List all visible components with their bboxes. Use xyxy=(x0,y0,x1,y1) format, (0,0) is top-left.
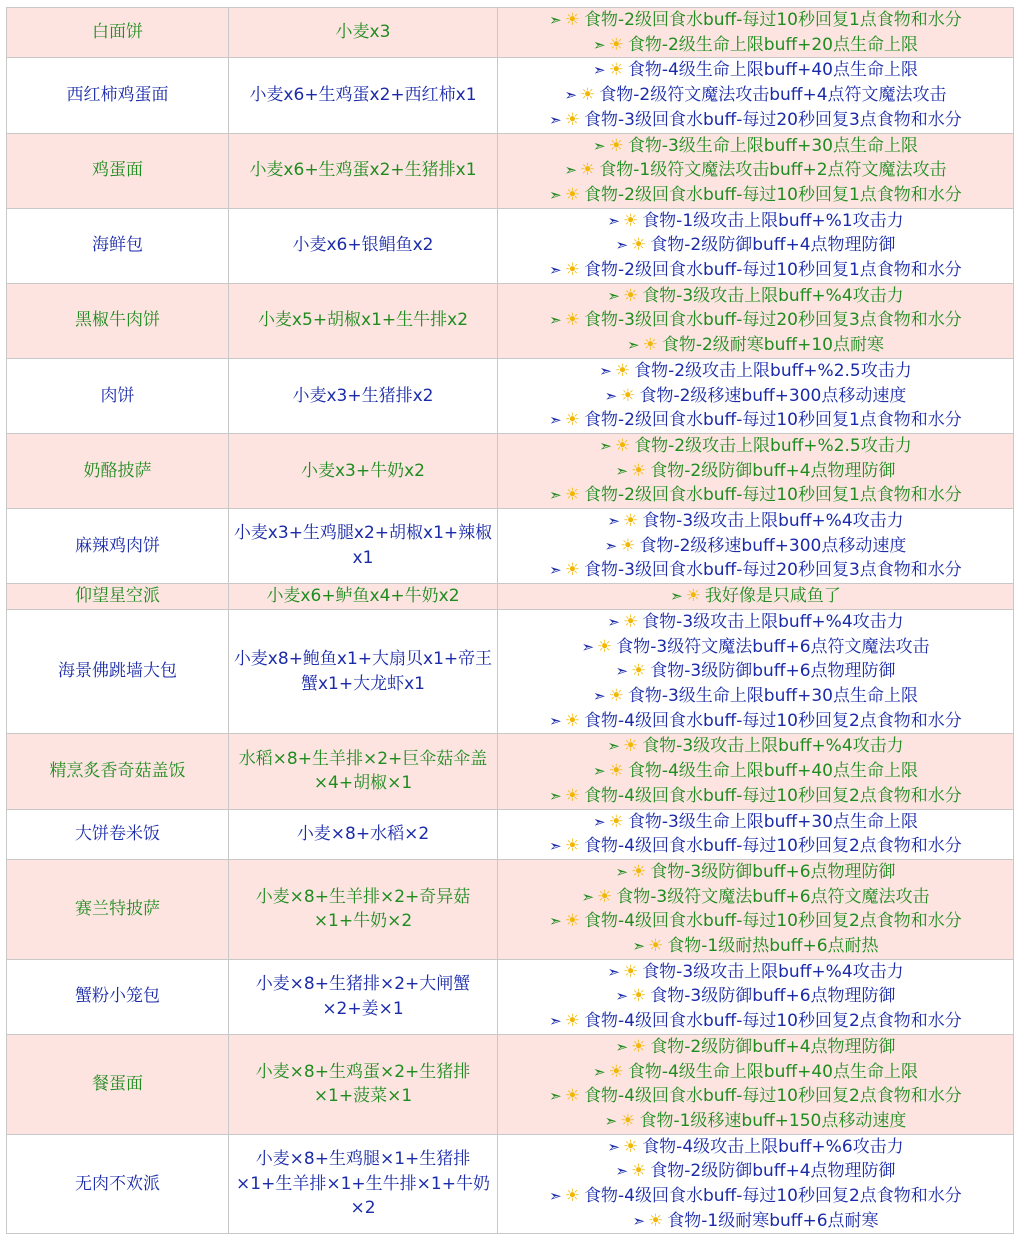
arrow-icon: ➣ xyxy=(670,587,683,606)
recipe-ingredients: 小麦x3+牛奶x2 xyxy=(229,433,498,508)
effect-text: 食物-3级回食水buff-每过20秒回复3点食物和水分 xyxy=(584,560,962,581)
recipe-table-body xyxy=(7,8,1014,1234)
effect-line xyxy=(500,909,1011,934)
recipe-name: 鸡蛋面 xyxy=(7,133,229,208)
effect-text: 食物-2级防御buff+4点物理防御 xyxy=(650,460,896,481)
effect-text: 食物-3级攻击上限buff+%4攻击力 xyxy=(642,285,904,306)
effect-line xyxy=(500,384,1011,409)
effect-text: 食物-4级回食水buff-每过10秒回复2点食物和水分 xyxy=(584,785,962,806)
effect-text: 食物-1级攻击上限buff+%1攻击力 xyxy=(642,210,904,231)
effect-text: 食物-3级防御buff+6点物理防御 xyxy=(650,861,896,882)
effect-text: 食物-3级回食水buff-每过20秒回复3点食物和水分 xyxy=(584,109,962,130)
effect-text: 食物-4级攻击上限buff+%6攻击力 xyxy=(642,1136,904,1157)
effect-line xyxy=(500,1035,1011,1060)
effect-line xyxy=(500,759,1011,784)
arrow-icon: ➣ xyxy=(599,436,612,455)
arrow-icon: ➣ xyxy=(607,286,620,305)
sun-icon: ☀ xyxy=(608,60,624,81)
effect-line xyxy=(500,434,1011,459)
effect-text: 食物-4级回食水buff-每过10秒回复2点食物和水分 xyxy=(584,1086,962,1107)
recipe-effects xyxy=(498,283,1014,358)
sun-icon: ☀ xyxy=(622,736,639,757)
effect-text: 食物-2级移速buff+300点移动速度 xyxy=(639,385,907,406)
arrow-icon: ➣ xyxy=(615,987,629,1006)
sun-icon: ☀ xyxy=(631,986,647,1007)
arrow-icon: ➣ xyxy=(549,486,562,505)
arrow-icon: ➣ xyxy=(581,887,595,906)
effect-line xyxy=(500,784,1011,809)
effect-text: 食物-2级防御buff+4点物理防御 xyxy=(650,1036,896,1057)
effect-text: 食物-1级耐寒buff+6点耐寒 xyxy=(667,1210,879,1231)
recipe-name: 大饼卷米饭 xyxy=(7,809,229,859)
sun-icon: ☀ xyxy=(564,1186,580,1207)
effect-text: 食物-3级生命上限buff+30点生命上限 xyxy=(627,811,918,832)
effect-line xyxy=(500,635,1011,660)
arrow-icon: ➣ xyxy=(607,962,620,981)
effect-line xyxy=(500,459,1011,484)
sun-icon: ☀ xyxy=(631,861,647,882)
recipe-effects xyxy=(498,859,1014,959)
sun-icon: ☀ xyxy=(564,10,580,30)
effect-line xyxy=(500,33,1011,58)
effect-text: 食物-2级攻击上限buff+%2.5攻击力 xyxy=(634,360,912,381)
sun-icon: ☀ xyxy=(608,1061,624,1082)
effect-line xyxy=(500,359,1011,384)
effect-text: 食物-2级防御buff+4点物理防御 xyxy=(650,235,896,256)
effect-line xyxy=(500,834,1011,859)
arrow-icon: ➣ xyxy=(632,937,646,956)
arrow-icon: ➣ xyxy=(581,637,595,656)
recipe-row xyxy=(7,8,1014,58)
effect-line xyxy=(500,960,1011,985)
recipe-ingredients: 小麦x6+鲈鱼x4+牛奶x2 xyxy=(229,584,498,610)
recipe-effects xyxy=(498,584,1014,610)
arrow-icon: ➣ xyxy=(615,862,629,881)
recipe-ingredients: 小麦x6+生鸡蛋x2+生猪排x1 xyxy=(229,133,498,208)
recipe-effects xyxy=(498,959,1014,1034)
effect-text: 食物-2级生命上限buff+20点生命上限 xyxy=(627,34,918,55)
effect-text: 食物-2级回食水buff-每过10秒回复1点食物和水分 xyxy=(584,10,962,30)
sun-icon: ☀ xyxy=(631,661,647,682)
arrow-icon: ➣ xyxy=(549,1187,562,1206)
arrow-icon: ➣ xyxy=(549,912,562,931)
effect-text: 食物-4级生命上限buff+40点生命上限 xyxy=(627,1061,918,1082)
recipe-name: 仰望星空派 xyxy=(7,584,229,610)
effect-text: 食物-4级生命上限buff+40点生命上限 xyxy=(627,60,918,81)
recipe-ingredients: 小麦x3+生鸡腿x2+胡椒x1+辣椒x1 xyxy=(229,509,498,584)
arrow-icon: ➣ xyxy=(549,11,562,29)
arrow-icon: ➣ xyxy=(549,185,562,204)
sun-icon: ☀ xyxy=(622,210,639,231)
recipe-effects xyxy=(498,609,1014,734)
recipe-row xyxy=(7,433,1014,508)
recipe-name: 餐蛋面 xyxy=(7,1034,229,1134)
effect-text: 食物-2级攻击上限buff+%2.5攻击力 xyxy=(634,435,912,456)
arrow-icon: ➣ xyxy=(593,136,606,155)
arrow-icon: ➣ xyxy=(593,812,606,831)
effect-line xyxy=(500,810,1011,835)
effect-text: 食物-2级防御buff+4点物理防御 xyxy=(650,1161,896,1182)
sun-icon: ☀ xyxy=(564,1086,580,1107)
effect-line xyxy=(500,534,1011,559)
sun-icon: ☀ xyxy=(580,160,596,181)
effect-text: 食物-3级攻击上限buff+%4攻击力 xyxy=(642,961,904,982)
arrow-icon: ➣ xyxy=(615,1037,629,1056)
sun-icon: ☀ xyxy=(642,335,658,356)
effect-line xyxy=(500,1009,1011,1034)
recipe-effects xyxy=(498,433,1014,508)
effect-line xyxy=(500,1209,1011,1234)
effect-text: 食物-4级回食水buff-每过10秒回复2点食物和水分 xyxy=(584,911,962,932)
effect-text: 食物-2级移速buff+300点移动速度 xyxy=(639,535,907,556)
recipe-ingredients: 小麦×8+生猪排×2+大闸蟹×2+姜×1 xyxy=(229,959,498,1034)
arrow-icon: ➣ xyxy=(549,711,562,730)
effect-text: 食物-2级符文魔法攻击buff+4点符文魔法攻击 xyxy=(599,85,947,106)
arrow-icon: ➣ xyxy=(615,1162,629,1181)
sun-icon: ☀ xyxy=(648,936,664,957)
sun-icon: ☀ xyxy=(564,184,580,205)
recipe-row xyxy=(7,584,1014,610)
arrow-icon: ➣ xyxy=(604,536,618,555)
recipe-effects xyxy=(498,133,1014,208)
sun-icon: ☀ xyxy=(564,560,580,581)
recipe-table xyxy=(6,7,1014,1234)
arrow-icon: ➣ xyxy=(593,686,606,705)
arrow-icon: ➣ xyxy=(593,1062,606,1081)
effect-text: 食物-3级符文魔法buff+6点符文魔法攻击 xyxy=(616,636,930,657)
effect-line xyxy=(500,134,1011,159)
recipe-ingredients: 小麦x6+生鸡蛋x2+西红柿x1 xyxy=(229,58,498,133)
recipe-effects xyxy=(498,809,1014,859)
arrow-icon: ➣ xyxy=(564,161,578,180)
arrow-icon: ➣ xyxy=(607,512,620,531)
effect-text: 食物-2级回食水buff-每过10秒回复1点食物和水分 xyxy=(584,184,962,205)
sun-icon: ☀ xyxy=(564,836,580,857)
recipe-name: 西红柿鸡蛋面 xyxy=(7,58,229,133)
effect-text: 食物-3级生命上限buff+30点生命上限 xyxy=(627,135,918,156)
sun-icon: ☀ xyxy=(608,811,624,832)
arrow-icon: ➣ xyxy=(549,1087,562,1106)
sun-icon: ☀ xyxy=(620,535,636,556)
effect-text: 食物-3级攻击上限buff+%4攻击力 xyxy=(642,611,904,632)
effect-line xyxy=(500,1135,1011,1160)
sun-icon: ☀ xyxy=(564,710,580,731)
recipe-effects xyxy=(498,58,1014,133)
effect-text: 食物-1级符文魔法攻击buff+2点符文魔法攻击 xyxy=(599,160,947,181)
arrow-icon: ➣ xyxy=(615,236,629,255)
effect-text: 食物-3级攻击上限buff+%4攻击力 xyxy=(642,736,904,757)
recipe-name: 无肉不欢派 xyxy=(7,1134,229,1234)
recipe-row xyxy=(7,358,1014,433)
arrow-icon: ➣ xyxy=(607,737,620,756)
recipe-ingredients: 水稻×8+生羊排×2+巨伞菇伞盖×4+胡椒×1 xyxy=(229,734,498,809)
effect-text: 食物-2级耐寒buff+10点耐寒 xyxy=(661,335,884,356)
arrow-icon: ➣ xyxy=(549,311,562,330)
sun-icon: ☀ xyxy=(614,360,631,381)
effect-line xyxy=(500,584,1011,609)
effect-text: 食物-3级符文魔法buff+6点符文魔法攻击 xyxy=(616,886,930,907)
effect-line xyxy=(500,308,1011,333)
sun-icon: ☀ xyxy=(622,1136,639,1157)
arrow-icon: ➣ xyxy=(564,86,578,105)
recipe-effects xyxy=(498,358,1014,433)
arrow-icon: ➣ xyxy=(607,211,620,230)
effect-line xyxy=(500,659,1011,684)
effect-text: 食物-1级耐热buff+6点耐热 xyxy=(667,936,879,957)
effect-line xyxy=(500,734,1011,759)
sun-icon: ☀ xyxy=(564,310,580,331)
arrow-icon: ➣ xyxy=(549,110,562,129)
effect-line xyxy=(500,233,1011,258)
sun-icon: ☀ xyxy=(564,410,580,431)
sun-icon: ☀ xyxy=(620,385,636,406)
effect-text: 食物-3级防御buff+6点物理防御 xyxy=(650,986,896,1007)
effect-text: 食物-3级防御buff+6点物理防御 xyxy=(650,661,896,682)
arrow-icon: ➣ xyxy=(549,261,562,280)
recipe-name: 麻辣鸡肉饼 xyxy=(7,509,229,584)
recipe-name: 海景佛跳墙大包 xyxy=(7,609,229,734)
recipe-ingredients: 小麦x6+银鲳鱼x2 xyxy=(229,208,498,283)
effect-line xyxy=(500,1184,1011,1209)
sun-icon: ☀ xyxy=(622,511,639,532)
sun-icon: ☀ xyxy=(564,109,580,130)
sun-icon: ☀ xyxy=(608,135,624,156)
effect-line xyxy=(500,158,1011,183)
recipe-name: 精烹炙香奇菇盖饭 xyxy=(7,734,229,809)
recipe-ingredients: 小麦x5+胡椒x1+生牛排x2 xyxy=(229,283,498,358)
arrow-icon: ➣ xyxy=(593,35,606,54)
recipe-effects xyxy=(498,8,1014,58)
effect-line xyxy=(500,558,1011,583)
recipe-row xyxy=(7,58,1014,133)
effect-text: 食物-2级回食水buff-每过10秒回复1点食物和水分 xyxy=(584,485,962,506)
sun-icon: ☀ xyxy=(608,685,624,706)
sun-icon: ☀ xyxy=(597,636,613,657)
sun-icon: ☀ xyxy=(631,1036,647,1057)
effect-text: 我好像是只咸鱼了 xyxy=(704,586,841,607)
sun-icon: ☀ xyxy=(580,85,596,106)
recipe-effects xyxy=(498,1134,1014,1234)
sun-icon: ☀ xyxy=(608,34,624,55)
effect-line xyxy=(500,483,1011,508)
recipe-name: 黑椒牛肉饼 xyxy=(7,283,229,358)
recipe-effects xyxy=(498,208,1014,283)
effect-text: 食物-4级回食水buff-每过10秒回复2点食物和水分 xyxy=(584,1011,962,1032)
sun-icon: ☀ xyxy=(564,911,580,932)
sun-icon: ☀ xyxy=(614,435,631,456)
arrow-icon: ➣ xyxy=(615,461,629,480)
recipe-name: 肉饼 xyxy=(7,358,229,433)
sun-icon: ☀ xyxy=(631,1161,647,1182)
arrow-icon: ➣ xyxy=(549,1012,562,1031)
arrow-icon: ➣ xyxy=(632,1211,646,1230)
sun-icon: ☀ xyxy=(564,785,580,806)
effect-line xyxy=(500,209,1011,234)
recipe-name: 奶酪披萨 xyxy=(7,433,229,508)
sun-icon: ☀ xyxy=(648,1210,664,1231)
effect-text: 食物-2级回食水buff-每过10秒回复1点食物和水分 xyxy=(584,260,962,281)
recipe-name: 赛兰特披萨 xyxy=(7,859,229,959)
sun-icon: ☀ xyxy=(622,611,639,632)
sun-icon: ☀ xyxy=(631,235,647,256)
arrow-icon: ➣ xyxy=(593,61,606,80)
effect-text: 食物-4级回食水buff-每过10秒回复2点食物和水分 xyxy=(584,710,962,731)
recipe-name: 白面饼 xyxy=(7,8,229,58)
sun-icon: ☀ xyxy=(564,485,580,506)
arrow-icon: ➣ xyxy=(549,837,562,856)
effect-text: 食物-3级回食水buff-每过20秒回复3点食物和水分 xyxy=(584,310,962,331)
effect-text: 食物-4级生命上限buff+40点生命上限 xyxy=(627,761,918,782)
effect-text: 食物-4级回食水buff-每过10秒回复2点食物和水分 xyxy=(584,1186,962,1207)
recipe-row xyxy=(7,1034,1014,1134)
sun-icon: ☀ xyxy=(622,961,639,982)
effect-line xyxy=(500,1060,1011,1085)
arrow-icon: ➣ xyxy=(599,361,612,380)
recipe-ingredients: 小麦×8+生鸡腿×1+生猪排×1+生羊排×1+生牛排×1+牛奶×2 xyxy=(229,1134,498,1234)
sun-icon: ☀ xyxy=(564,1011,580,1032)
effect-line xyxy=(500,108,1011,133)
recipe-effects xyxy=(498,1034,1014,1134)
sun-icon: ☀ xyxy=(564,260,580,281)
effect-line xyxy=(500,684,1011,709)
recipe-ingredients: 小麦x8+鲍鱼x1+大扇贝x1+帝王蟹x1+大龙虾x1 xyxy=(229,609,498,734)
recipe-ingredients: 小麦x3 xyxy=(229,8,498,58)
recipe-row xyxy=(7,509,1014,584)
effect-text: 食物-3级生命上限buff+30点生命上限 xyxy=(627,685,918,706)
recipe-ingredients: 小麦×8+生鸡蛋×2+生猪排×1+菠菜×1 xyxy=(229,1034,498,1134)
recipe-row xyxy=(7,609,1014,734)
sun-icon: ☀ xyxy=(620,1110,636,1131)
effect-line xyxy=(500,8,1011,33)
arrow-icon: ➣ xyxy=(549,411,562,430)
effect-line xyxy=(500,984,1011,1009)
arrow-icon: ➣ xyxy=(607,612,620,631)
effect-line xyxy=(500,58,1011,83)
arrow-icon: ➣ xyxy=(607,1137,620,1156)
effect-text: 食物-3级攻击上限buff+%4攻击力 xyxy=(642,511,904,532)
effect-line xyxy=(500,408,1011,433)
recipe-row xyxy=(7,809,1014,859)
arrow-icon: ➣ xyxy=(604,386,618,405)
effect-line xyxy=(500,1109,1011,1134)
arrow-icon: ➣ xyxy=(549,786,562,805)
arrow-icon: ➣ xyxy=(604,1111,618,1130)
recipe-row xyxy=(7,133,1014,208)
effect-line xyxy=(500,709,1011,734)
effect-line xyxy=(500,934,1011,959)
recipe-name: 海鲜包 xyxy=(7,208,229,283)
arrow-icon: ➣ xyxy=(549,561,562,580)
recipe-row xyxy=(7,1134,1014,1234)
effect-line xyxy=(500,885,1011,910)
arrow-icon: ➣ xyxy=(615,662,629,681)
sun-icon: ☀ xyxy=(597,886,613,907)
recipe-ingredients: 小麦x3+生猪排x2 xyxy=(229,358,498,433)
effect-text: 食物-2级回食水buff-每过10秒回复1点食物和水分 xyxy=(584,410,962,431)
effect-line xyxy=(500,258,1011,283)
effect-line xyxy=(500,83,1011,108)
recipe-row xyxy=(7,208,1014,283)
recipe-ingredients: 小麦×8+生羊排×2+奇异菇×1+牛奶×2 xyxy=(229,859,498,959)
recipe-effects xyxy=(498,509,1014,584)
effect-line xyxy=(500,509,1011,534)
recipe-row xyxy=(7,283,1014,358)
sun-icon: ☀ xyxy=(608,761,624,782)
effect-line xyxy=(500,284,1011,309)
recipe-ingredients: 小麦×8+水稻×2 xyxy=(229,809,498,859)
arrow-icon: ➣ xyxy=(627,336,640,355)
recipe-row xyxy=(7,959,1014,1034)
recipe-row xyxy=(7,734,1014,809)
effect-line xyxy=(500,183,1011,208)
recipe-name: 蟹粉小笼包 xyxy=(7,959,229,1034)
sun-icon: ☀ xyxy=(622,285,639,306)
sun-icon: ☀ xyxy=(685,586,701,607)
effect-text: 食物-4级回食水buff-每过10秒回复2点食物和水分 xyxy=(584,836,962,857)
effect-line xyxy=(500,1084,1011,1109)
effect-line xyxy=(500,610,1011,635)
recipe-row xyxy=(7,859,1014,959)
effect-text: 食物-1级移速buff+150点移动速度 xyxy=(639,1110,907,1131)
recipe-effects xyxy=(498,734,1014,809)
effect-line xyxy=(500,1159,1011,1184)
sun-icon: ☀ xyxy=(631,460,647,481)
arrow-icon: ➣ xyxy=(593,762,606,781)
effect-line xyxy=(500,860,1011,885)
effect-line xyxy=(500,333,1011,358)
